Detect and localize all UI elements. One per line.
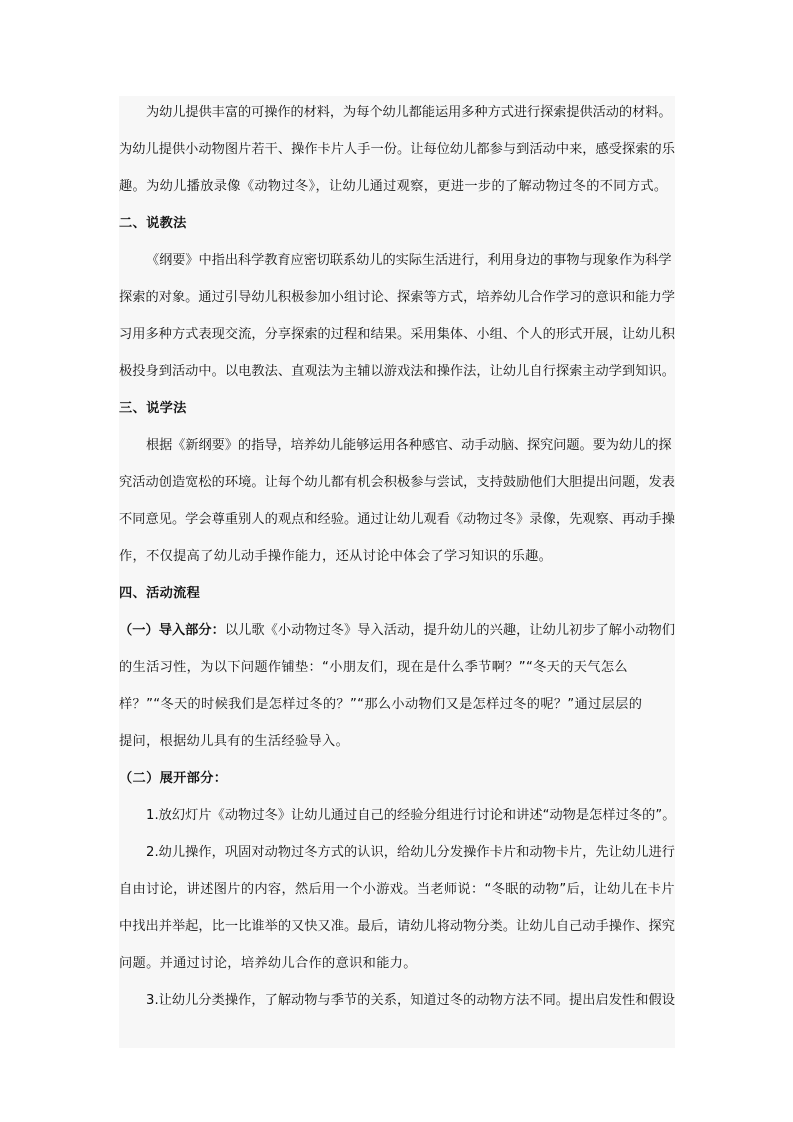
paragraph-line: 自由讨论，讲述图片的内容，然后用一个小游戏。当老师说：“冬眠的动物”后，让幼儿在卡片 (119, 882, 675, 897)
paragraph-line: 习用多种方式表现交流，分享探索的过程和结果。采用集体、小组、个人的形式开展，让幼儿积 (119, 327, 675, 342)
paragraph-line: 中找出并举起，比一比谁举的又快又准。最后，请幼儿将动物分类。让幼儿自己动手操作、探究 (119, 919, 675, 934)
paragraph-line: 根据《新纲要》的指导，培养幼儿能够运用各种感官、动手动脑、探究问题。要为幼儿的探 (146, 438, 672, 453)
paragraph-line: 的生活习性，为以下问题作铺垫：“小朋友们，现在是什么季节啊？”“冬天的天气怎么 (119, 660, 628, 675)
paragraph-line: 问题。并通过讨论，培养幼儿合作的意识和能力。 (119, 956, 417, 971)
subsection-heading: （二）展开部分： (119, 771, 228, 786)
section-heading: 二、说教法 (119, 216, 187, 231)
paragraph-line: 《纲要》中指出科学教育应密切联系幼儿的实际生活进行，利用身边的事物与现象作为科学 (146, 253, 672, 268)
intro-label: （一）导入部分： (119, 623, 225, 638)
section-heading: 三、说学法 (119, 401, 187, 416)
paragraph-line: 究活动创造宽松的环境。让每个幼儿都有机会积极参与尝试，支持鼓励他们大胆提出问题，发表 (119, 475, 675, 490)
paragraph-line: 极投身到活动中。以电教法、直观法为主辅以游戏法和操作法，让幼儿自行探索主动学到知识。 (119, 364, 675, 379)
document-body (119, 96, 675, 1048)
paragraph-line: 提问，根据幼儿具有的生活经验导入。 (119, 734, 350, 749)
paragraph-line: 样？”“冬天的时候我们是怎样过冬的？”“那么小动物们又是怎样过冬的呢？”通过层层的 (119, 697, 643, 712)
paragraph-line: 2.幼儿操作，巩固对动物过冬方式的认识，给幼儿分发操作卡片和动物卡片，先让幼儿进行 (146, 845, 675, 860)
paragraph-line: 不同意见。学会尊重别人的观点和经验。通过让幼儿观看《动物过冬》录像，先观察、再动手操 (119, 512, 675, 527)
intro-text: 以儿歌《小动物过冬》导入活动，提升幼儿的兴趣，让幼儿初步了解小动物们 (224, 623, 675, 638)
paragraph-line: 趣。为幼儿播放录像《动物过冬》，让幼儿通过观察，更进一步的了解动物过冬的不同方式。 (119, 179, 668, 194)
paragraph-line: 作，不仅提高了幼儿动手操作能力，还从讨论中体会了学习知识的乐趣。 (119, 549, 553, 564)
section-heading: 四、活动流程 (119, 586, 201, 601)
paragraph-line: 1.放幻灯片《动物过冬》让幼儿通过自己的经验分组进行讨论和讲述“动物是怎样过冬的”。 (146, 808, 676, 823)
paragraph-line: 为幼儿提供丰富的可操作的材料，为每个幼儿都能运用多种方式进行探索提供活动的材料。 (146, 105, 672, 120)
paragraph-line: 为幼儿提供小动物图片若干、操作卡片人手一份。让每位幼儿都参与到活动中来，感受探索的乐 (119, 142, 675, 157)
paragraph-line (119, 621, 675, 641)
paragraph-line: 3.让幼儿分类操作，了解动物与季节的关系，知道过冬的动物方法不同。提出启发性和假设 (146, 993, 675, 1008)
paragraph-line: 探索的对象。通过引导幼儿积极参加小组讨论、探索等方式，培养幼儿合作学习的意识和能力学 (119, 290, 675, 305)
